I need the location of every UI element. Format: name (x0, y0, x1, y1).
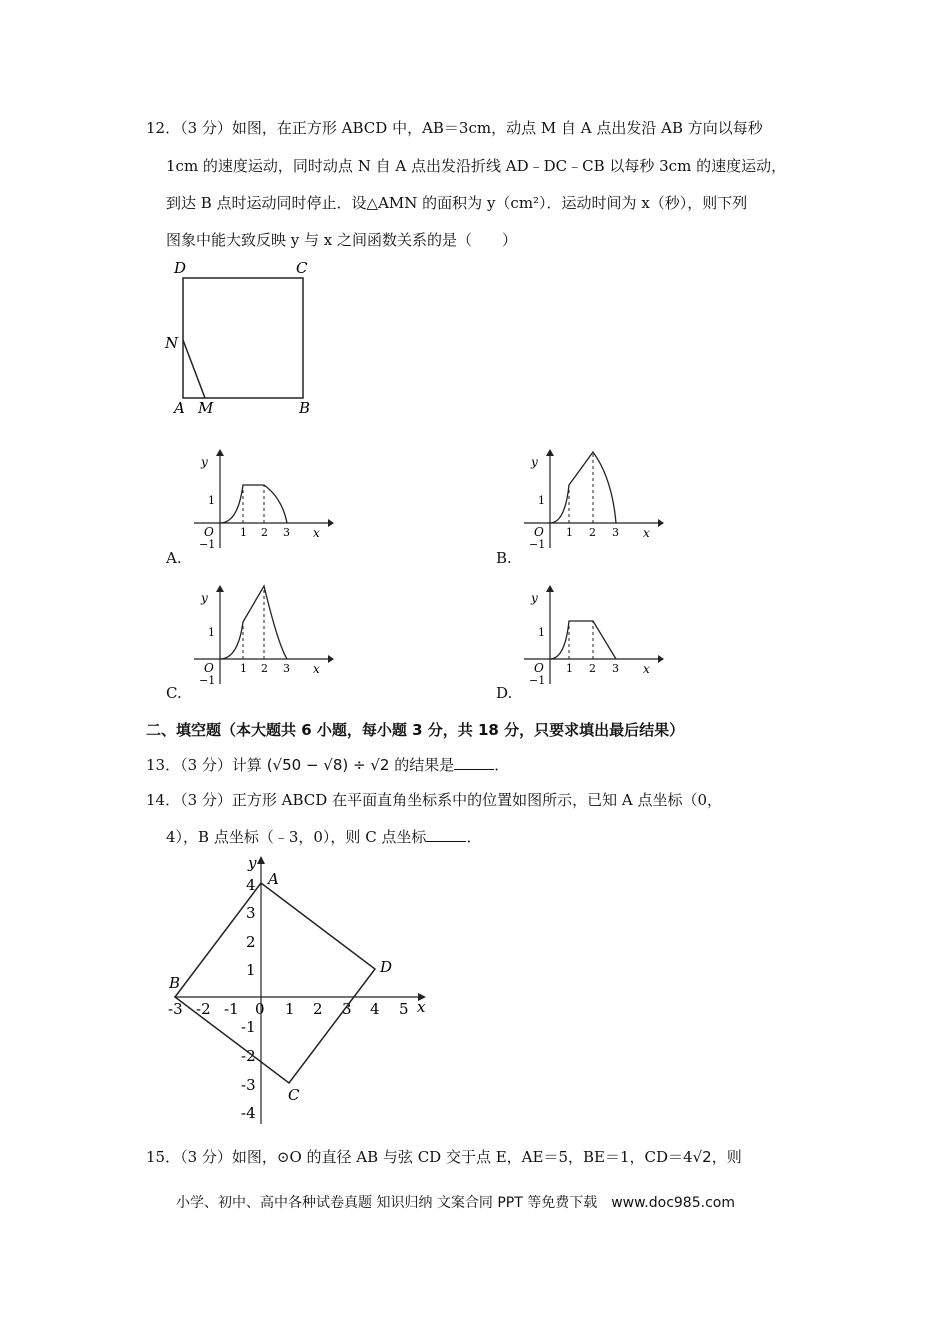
svg-text:1: 1 (538, 626, 545, 639)
svg-text:1: 1 (208, 494, 215, 507)
svg-text:1: 1 (566, 526, 573, 539)
option-d-graph (520, 584, 665, 694)
svg-text:O: O (204, 525, 214, 539)
svg-text:y: y (531, 455, 538, 469)
svg-text:x: x (313, 662, 320, 676)
option-a-graph (190, 448, 335, 558)
svg-text:2: 2 (261, 662, 268, 675)
q14-point-a: A (268, 870, 279, 888)
svg-text:5: 5 (399, 1000, 409, 1018)
svg-text:y: y (248, 854, 257, 872)
svg-text:x: x (417, 998, 426, 1016)
svg-text:x: x (643, 526, 650, 540)
svg-text:x: x (313, 526, 320, 540)
q13-end: ． (494, 756, 510, 774)
q14-line2-end: ． (466, 828, 482, 846)
svg-text:2: 2 (589, 662, 596, 675)
q14-answer-blank[interactable] (426, 827, 466, 842)
svg-text:1: 1 (246, 961, 256, 979)
q14-line2-text: 4），B 点坐标（﹣3，0），则 C 点坐标 (166, 828, 427, 846)
svg-text:4: 4 (246, 876, 256, 894)
option-c-label[interactable]: C. (166, 684, 182, 702)
q12-line1: 12．（3 分）如图，在正方形 ABCD 中，AB＝3cm，动点 M 自 A 点出发沿 AB 方向以每秒 (146, 119, 763, 137)
svg-text:O: O (534, 525, 544, 539)
svg-text:1: 1 (285, 1000, 295, 1018)
svg-text:-1: -1 (224, 1000, 239, 1018)
svg-text:-4: -4 (241, 1104, 256, 1122)
svg-text:O: O (204, 661, 214, 675)
q15-prefix: 15．（3 分）如图，⊙O 的直径 AB 与弦 CD 交于点 E，AE＝5，BE＝1，CD＝4 (146, 1148, 693, 1166)
q13-suffix: 的结果是 (394, 756, 455, 774)
q13-prefix: 13．（3 分）计算 (146, 756, 262, 774)
svg-text:-1: -1 (241, 1018, 256, 1036)
q13-expression: (√50 − √8) ÷ √2 (266, 756, 390, 774)
svg-text:1: 1 (208, 626, 215, 639)
option-b-label[interactable]: B. (496, 549, 512, 567)
svg-text:1: 1 (538, 494, 545, 507)
square-label-d: D (174, 259, 187, 277)
svg-text:-3: -3 (168, 1000, 183, 1018)
svg-text:1: 1 (240, 662, 247, 675)
square-label-m: M (198, 399, 214, 417)
svg-text:−1: −1 (529, 674, 546, 687)
svg-text:3: 3 (612, 526, 619, 539)
option-a-label[interactable]: A. (166, 549, 182, 567)
q13-answer-blank[interactable] (454, 755, 494, 770)
svg-text:2: 2 (313, 1000, 323, 1018)
page-footer: 小学、初中、高中各种试卷真题 知识归纳 文案合同 PPT 等免费下载 www.doc985.com (176, 1195, 735, 1211)
square-label-a: A (174, 399, 185, 417)
square-label-c: C (296, 259, 308, 277)
svg-text:0: 0 (255, 1000, 265, 1018)
square-label-n: N (165, 334, 179, 352)
q14-coordinate-figure (160, 852, 440, 1130)
svg-text:2: 2 (246, 933, 256, 951)
option-c-graph (190, 584, 335, 694)
q14-point-b: B (169, 974, 181, 992)
q15-line (146, 1147, 742, 1167)
svg-text:3: 3 (246, 904, 256, 922)
q14-line1: 14．（3 分）正方形 ABCD 在平面直角坐标系中的位置如图所示，已知 A 点坐标（0， (146, 791, 722, 809)
svg-text:3: 3 (342, 1000, 352, 1018)
q15-sqrt: √2 (692, 1148, 712, 1166)
svg-text:4: 4 (370, 1000, 380, 1018)
svg-text:x: x (643, 662, 650, 676)
q14-line2 (166, 827, 481, 847)
svg-text:-2: -2 (196, 1000, 211, 1018)
option-b-graph (520, 448, 665, 558)
q12-line4: 图象中能大致反映 y 与 x 之间函数关系的是（ ） (166, 231, 518, 249)
svg-text:2: 2 (261, 526, 268, 539)
q12-square-figure (160, 255, 330, 425)
section-heading: 二、填空题（本大题共 6 小题，每小题 3 分，共 18 分，只要求填出最后结果） (146, 721, 685, 739)
svg-text:2: 2 (589, 526, 596, 539)
q14-point-d: D (380, 958, 393, 976)
square-label-b: B (299, 399, 311, 417)
q15-suffix: ，则 (711, 1148, 742, 1166)
svg-text:-2: -2 (241, 1047, 256, 1065)
svg-text:1: 1 (566, 662, 573, 675)
svg-text:-3: -3 (241, 1076, 256, 1094)
svg-text:y: y (201, 455, 208, 469)
q14-point-c: C (288, 1086, 300, 1104)
svg-text:3: 3 (283, 526, 290, 539)
q13-line (146, 755, 509, 775)
svg-text:3: 3 (612, 662, 619, 675)
svg-text:−1: −1 (199, 674, 216, 687)
svg-text:y: y (531, 591, 538, 605)
q14-square (175, 883, 375, 1083)
q12-line2: 1cm 的速度运动，同时动点 N 自 A 点出发沿折线 AD﹣DC﹣CB 以每秒 3cm 的速度运动， (166, 157, 787, 175)
svg-text:y: y (201, 591, 208, 605)
svg-text:3: 3 (283, 662, 290, 675)
svg-text:−1: −1 (199, 538, 216, 551)
option-d-label[interactable]: D. (496, 684, 513, 702)
svg-text:O: O (534, 661, 544, 675)
svg-text:−1: −1 (529, 538, 546, 551)
q12-line3: 到达 B 点时运动同时停止．设△AMN 的面积为 y（cm²）．运动时间为 x（秒），则下列 (166, 194, 748, 212)
svg-text:1: 1 (240, 526, 247, 539)
